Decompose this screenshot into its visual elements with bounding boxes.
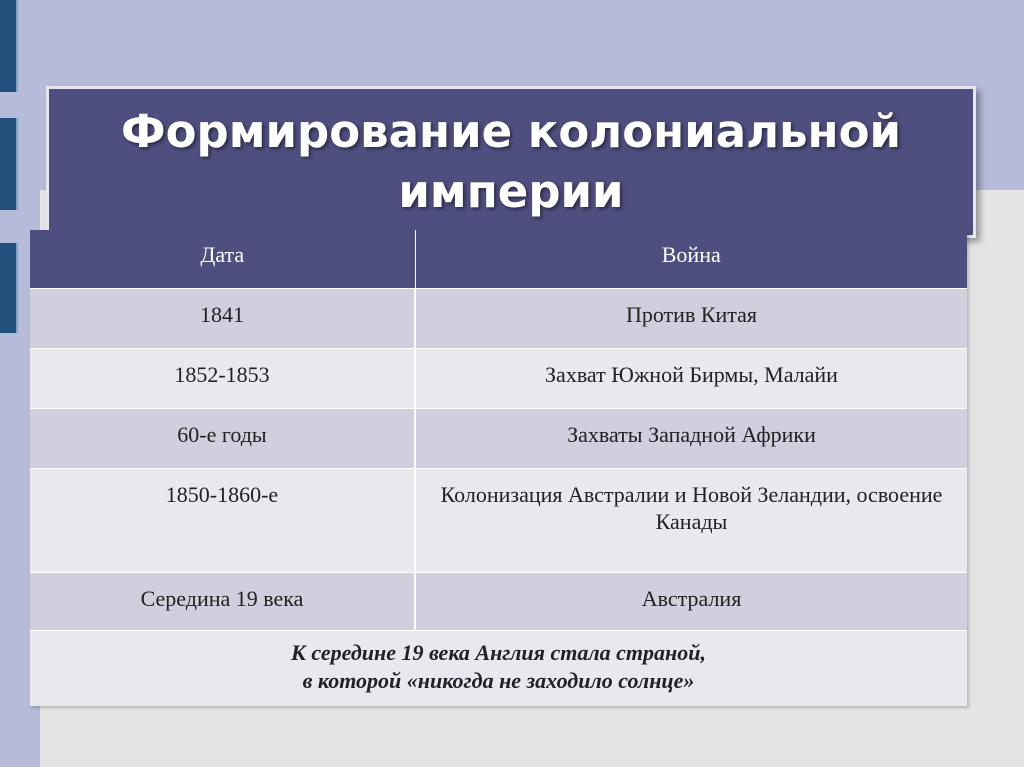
cell-date: 1850-1860-е bbox=[30, 468, 415, 572]
cell-date: 60-е годы bbox=[30, 408, 415, 468]
side-marker bbox=[0, 118, 18, 210]
slide-title: Формирование колониальной империи bbox=[120, 105, 902, 218]
side-marker bbox=[0, 243, 18, 333]
table-row bbox=[30, 348, 967, 408]
cell-war: Захваты Западной Африки bbox=[415, 408, 967, 468]
title-box bbox=[46, 86, 976, 238]
table-row bbox=[30, 572, 967, 630]
cell-war: Захват Южной Бирмы, Малайи bbox=[415, 348, 967, 408]
side-marker bbox=[0, 0, 18, 92]
cell-war: Колонизация Австралии и Новой Зеландии, освоение Канады bbox=[415, 468, 967, 572]
cell-date: 1841 bbox=[30, 288, 415, 348]
header-war: Война bbox=[415, 230, 967, 288]
table-header-row bbox=[30, 230, 967, 288]
cell-date: Середина 19 века bbox=[30, 572, 415, 630]
conclusion-note bbox=[30, 630, 967, 706]
colonial-wars-table bbox=[30, 230, 967, 706]
note-line-2: в которой «никогда не заходило солнце» bbox=[302, 667, 695, 693]
cell-war: Против Китая bbox=[415, 288, 967, 348]
table-row bbox=[30, 468, 967, 572]
table-note-row bbox=[30, 630, 967, 706]
table-row bbox=[30, 408, 967, 468]
header-date: Дата bbox=[30, 230, 415, 288]
table-row bbox=[30, 288, 967, 348]
cell-war: Австралия bbox=[415, 572, 967, 630]
note-line-1: К середине 19 века Англия стала страной, bbox=[290, 639, 706, 665]
cell-date: 1852-1853 bbox=[30, 348, 415, 408]
